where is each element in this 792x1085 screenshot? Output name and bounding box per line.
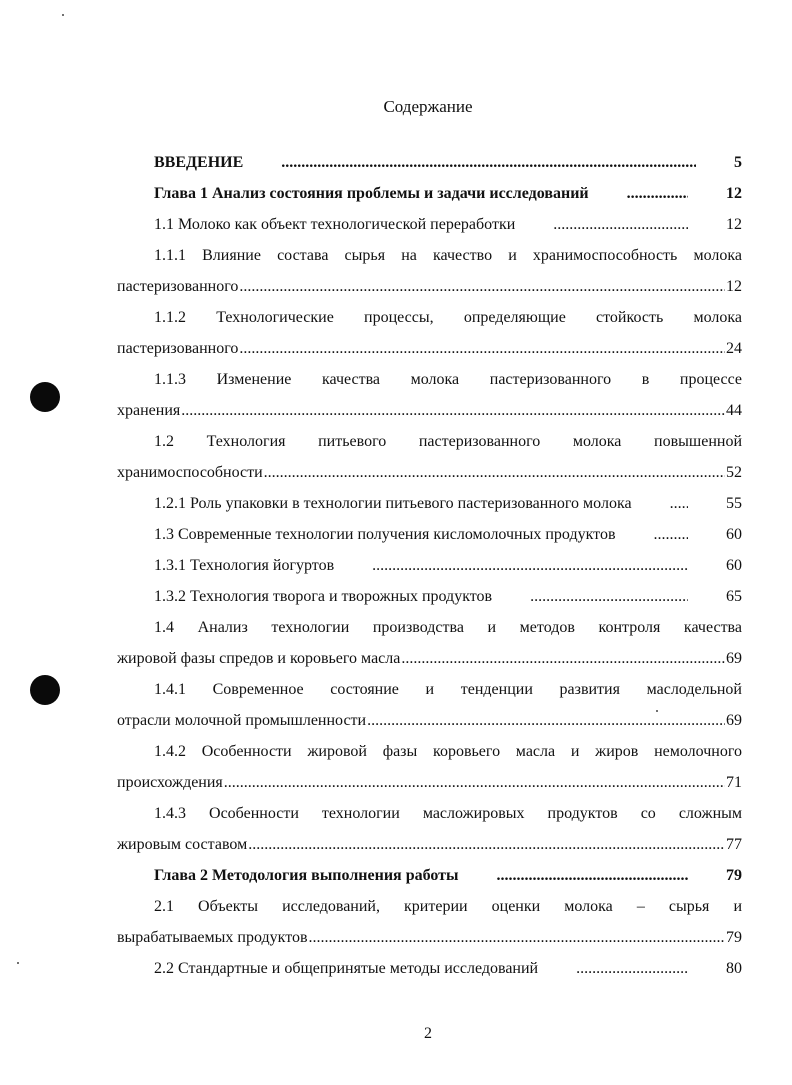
- toc-entry-line: [117, 860, 742, 891]
- toc-page-number: 77: [726, 836, 742, 853]
- toc-page-number: 79: [726, 867, 742, 884]
- toc-entry: [117, 302, 742, 364]
- toc-page-number: 55: [726, 495, 742, 512]
- dot-leader: [239, 333, 725, 364]
- toc-entry-text: отрасли молочной промышленности: [117, 712, 367, 729]
- toc-entry: [117, 953, 742, 984]
- punch-hole-top: [30, 382, 60, 412]
- dot-leader: [239, 271, 725, 302]
- dot-leader: [590, 178, 688, 209]
- toc-page-number: 69: [726, 712, 742, 729]
- toc-entry: [117, 240, 742, 302]
- toc-entry-text: Глава 1 Анализ состояния проблемы и задачи исследований: [154, 185, 589, 202]
- toc-entry-text: хранимоспособности: [117, 464, 263, 481]
- toc-page-number: 12: [726, 278, 742, 295]
- toc-entry-text: 1.1 Молоко как объект технологической переработки: [154, 216, 516, 233]
- toc-entry-line: [117, 457, 742, 488]
- dot-leader: [224, 767, 725, 798]
- toc-entry-line: [117, 829, 742, 860]
- toc-entry-line: [117, 209, 742, 240]
- dot-leader: [367, 705, 725, 736]
- dot-leader: [248, 829, 725, 860]
- toc-entry-text: 1.4.3 Особенности технологии масложировых продуктов со сложным: [154, 805, 742, 822]
- toc-entry-text: 1.3.1 Технология йогуртов: [154, 557, 335, 574]
- toc-entry: [117, 860, 742, 891]
- toc-entry-text: 1.4 Анализ технологии производства и методов контроля качества: [154, 619, 742, 636]
- toc-entry-line: [117, 643, 742, 674]
- dot-leader: [539, 953, 688, 984]
- toc-entry-text: пастеризованного: [117, 340, 239, 357]
- toc-entry-line: [117, 488, 742, 519]
- toc-entry-text: 2.2 Стандартные и общепринятые методы исследований: [154, 960, 539, 977]
- toc-entry-text: 1.2.1 Роль упаковки в технологии питьевого пастеризованного молока: [154, 495, 632, 512]
- toc-entry-line: [117, 922, 742, 953]
- dot-leader: [181, 395, 725, 426]
- toc-entry-text: 1.1.1 Влияние состава сырья на качество и хранимоспособность молока: [154, 247, 742, 264]
- toc-entry-text: пастеризованного: [117, 278, 239, 295]
- toc-entry-text: Глава 2 Методология выполнения работы: [154, 867, 459, 884]
- toc-entry-text: ВВЕДЕНИЕ: [154, 154, 244, 171]
- table-of-contents: [117, 147, 742, 984]
- toc-entry-text: 1.4.1 Современное состояние и тенденции развития маслодельной: [154, 681, 742, 698]
- toc-entry: [117, 674, 742, 736]
- toc-page-number: 12: [726, 216, 742, 233]
- toc-page-number: 12: [726, 185, 742, 202]
- toc-entry: [117, 581, 742, 612]
- page-title: Содержание: [383, 97, 473, 116]
- dot-leader: [401, 643, 725, 674]
- toc-entry-text: 1.2 Технология питьевого пастеризованного молока повышенной: [154, 433, 742, 450]
- toc-entry: [117, 798, 742, 860]
- toc-entry: [117, 612, 742, 674]
- toc-entry-line: [117, 178, 742, 209]
- toc-entry-line: [117, 395, 742, 426]
- toc-entry-line: [117, 953, 742, 984]
- toc-entry-line: [117, 581, 742, 612]
- toc-entry-text: вырабатываемых продуктов: [117, 929, 308, 946]
- toc-page-number: 69: [726, 650, 742, 667]
- toc-entry-text: 1.1.2 Технологические процессы, определяющие стойкость молока: [154, 309, 742, 326]
- toc-entry-text: 1.3 Современные технологии получения кисломолочных продуктов: [154, 526, 616, 543]
- dot-leader: [493, 581, 688, 612]
- page-number: 2: [424, 1025, 432, 1042]
- dot-leader: [309, 922, 725, 953]
- toc-page-number: 60: [726, 526, 742, 543]
- dot-leader: [264, 457, 725, 488]
- toc-entry-text: происхождения: [117, 774, 223, 791]
- dot-leader: [516, 209, 688, 240]
- toc-entry: [117, 736, 742, 798]
- toc-page-number: 80: [726, 960, 742, 977]
- toc-entry: [117, 147, 742, 178]
- toc-page-number: 44: [726, 402, 742, 419]
- toc-entry: [117, 178, 742, 209]
- dot-leader: [335, 550, 688, 581]
- dot-leader: [633, 488, 688, 519]
- toc-page-number: 24: [726, 340, 742, 357]
- scan-speck: [62, 14, 64, 16]
- toc-entry-line: [117, 147, 742, 178]
- toc-entry-line: [117, 767, 742, 798]
- toc-entry: [117, 488, 742, 519]
- toc-entry-text: хранения: [117, 402, 181, 419]
- toc-entry: [117, 364, 742, 426]
- toc-entry-text: 2.1 Объекты исследований, критерии оценки молока – сырья и: [154, 898, 742, 915]
- toc-page-number: 60: [726, 557, 742, 574]
- toc-entry-line: [117, 271, 742, 302]
- toc-entry-line: [117, 519, 742, 550]
- toc-entry: [117, 209, 742, 240]
- toc-page-number: 52: [726, 464, 742, 481]
- dot-leader: [617, 519, 688, 550]
- toc-entry-line: [117, 333, 742, 364]
- toc-entry: [117, 519, 742, 550]
- toc-entry-text: 1.1.3 Изменение качества молока пастеризованного в процессе: [154, 371, 742, 388]
- toc-entry: [117, 426, 742, 488]
- toc-page-number: 5: [734, 154, 742, 171]
- toc-entry: [117, 550, 742, 581]
- toc-entry-line: [117, 550, 742, 581]
- toc-entry-text: жировым составом: [117, 836, 248, 853]
- dot-leader: [460, 860, 688, 891]
- punch-hole-bottom: [30, 675, 60, 705]
- toc-page-number: 65: [726, 588, 742, 605]
- toc-entry-line: [117, 705, 742, 736]
- toc-entry-text: жировой фазы спредов и коровьего масла: [117, 650, 401, 667]
- toc-entry-text: 1.3.2 Технология творога и творожных продуктов: [154, 588, 493, 605]
- toc-page-number: 79: [726, 929, 742, 946]
- toc-entry-text: 1.4.2 Особенности жировой фазы коровьего масла и жиров немолочного: [154, 743, 742, 760]
- scan-speck: [17, 962, 19, 964]
- toc-entry: [117, 891, 742, 953]
- dot-leader: [244, 147, 696, 178]
- toc-page-number: 71: [726, 774, 742, 791]
